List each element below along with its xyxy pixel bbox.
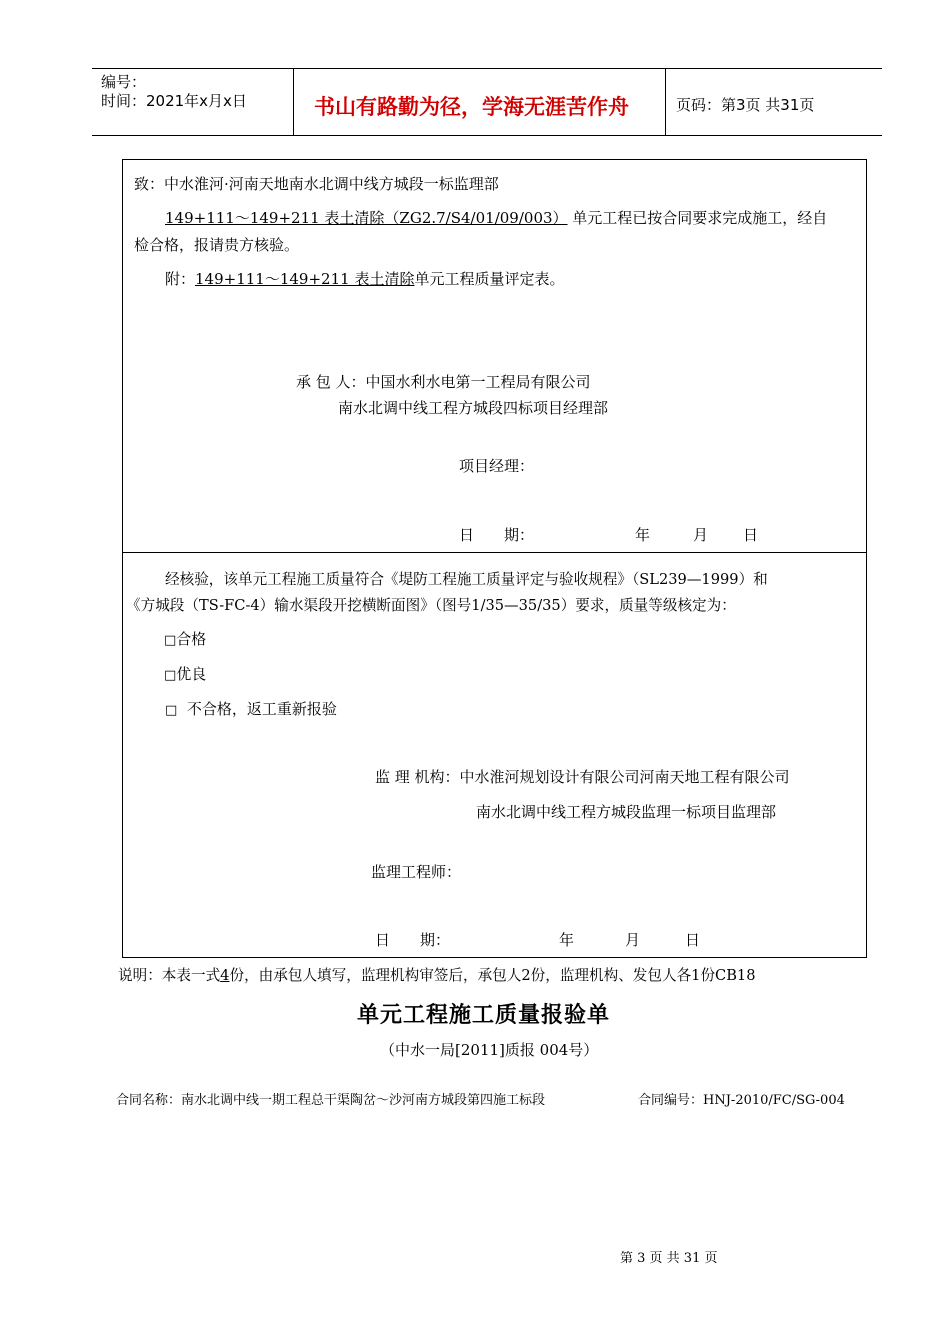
verification-line-1: 经核验，该单元工程施工质量符合《堤防工程施工质量评定与验收规程》（SL239—1999）和: [165, 571, 768, 588]
checkbox-pass[interactable]: □: [164, 633, 177, 648]
contract-name: 合同名称：南水北调中线一期工程总干渠陶岔～沙河南方城段第四施工标段: [116, 1093, 546, 1108]
supervisor-dept: 南水北调中线工程方城段监理一标项目监理部: [476, 803, 777, 821]
form-box-divider: [122, 552, 867, 553]
completion-statement: 单元工程已按合同要求完成施工，经自: [567, 209, 828, 227]
note-rest: 份，由承包人填写，监理机构审签后，承包人2份，监理机构、发包人各1份CB18: [229, 967, 756, 984]
supervisor-label: 监 理 机构：: [375, 768, 460, 786]
lower-date-label: 日 期：: [375, 931, 451, 949]
contractor-name: 中国水利水电第一工程局有限公司: [365, 373, 591, 391]
page-footer: 第 3 页 共 31 页: [620, 1251, 718, 1266]
supervising-engineer-label: 监理工程师：: [371, 863, 462, 881]
option-excellent: [164, 663, 206, 684]
contractor-line: [296, 371, 591, 392]
lower-date-year: 年: [559, 931, 575, 949]
option-pass: [164, 628, 206, 649]
header-time: 时间：2021年x月x日: [101, 92, 247, 110]
option-fail-label: 不合格，返工重新报验: [186, 700, 337, 718]
header-bottom-border: [92, 135, 882, 136]
note-copy-count: 4: [220, 967, 230, 984]
header-top-border: [92, 68, 882, 69]
contractor-dept: 南水北调中线工程方城段四标项目经理部: [338, 399, 609, 417]
unit-reference: 149+111～149+211 表土清除（ZG2.7/S4/01/09/003）: [165, 209, 568, 227]
option-pass-label: 合格: [176, 630, 207, 648]
contract-number: 合同编号：HNJ-2010/FC/SG-004: [638, 1093, 845, 1108]
lower-date-month: 月: [625, 931, 641, 949]
option-excellent-label: 优良: [176, 665, 207, 683]
header-number: 编号：: [101, 73, 147, 91]
form-note: [118, 964, 756, 985]
checkbox-excellent[interactable]: □: [164, 668, 177, 683]
upper-date-month: 月: [693, 526, 709, 544]
contractor-label: 承 包 人：: [296, 373, 366, 391]
completion-line-1: [165, 207, 827, 228]
supervisor-line: [375, 766, 790, 787]
note-prefix: 说明：本表一式: [118, 967, 221, 984]
checkbox-fail[interactable]: □: [165, 703, 178, 718]
form-title: 单元工程施工质量报验单: [357, 1003, 611, 1028]
header-motto: 书山有路勤为径，学海无涯苦作舟: [314, 95, 629, 119]
attachment-reference: 149+111～149+211 表土清除: [195, 270, 415, 288]
attachment-prefix: 附：: [165, 270, 196, 288]
header-divider-2: [665, 68, 666, 136]
upper-date-day: 日: [743, 526, 759, 544]
supervisor-name: 中水淮河规划设计有限公司河南天地工程有限公司: [459, 768, 790, 786]
upper-date-year: 年: [635, 526, 651, 544]
completion-line-2: 检合格，报请贵方核验。: [134, 236, 300, 254]
header-divider-1: [293, 68, 294, 136]
verification-line-2: 《方城段（TS-FC-4）输水渠段开挖横断面图》（图号1/35—35/35）要求，质量等级核定为：: [126, 597, 736, 614]
attachment-line: [165, 268, 564, 289]
project-manager-label: 项目经理：: [459, 457, 535, 475]
attachment-rest: 单元工程质量评定表。: [414, 270, 565, 288]
upper-date-label: 日 期：: [459, 526, 535, 544]
option-fail: [165, 698, 337, 719]
addressee: 致：中水淮河·河南天地南水北调中线方城段一标监理部: [134, 175, 499, 193]
header-page-code: 页码：第3页 共31页: [676, 96, 815, 114]
form-subtitle: （中水一局[2011]质报 004号）: [380, 1041, 599, 1059]
lower-date-day: 日: [685, 931, 701, 949]
